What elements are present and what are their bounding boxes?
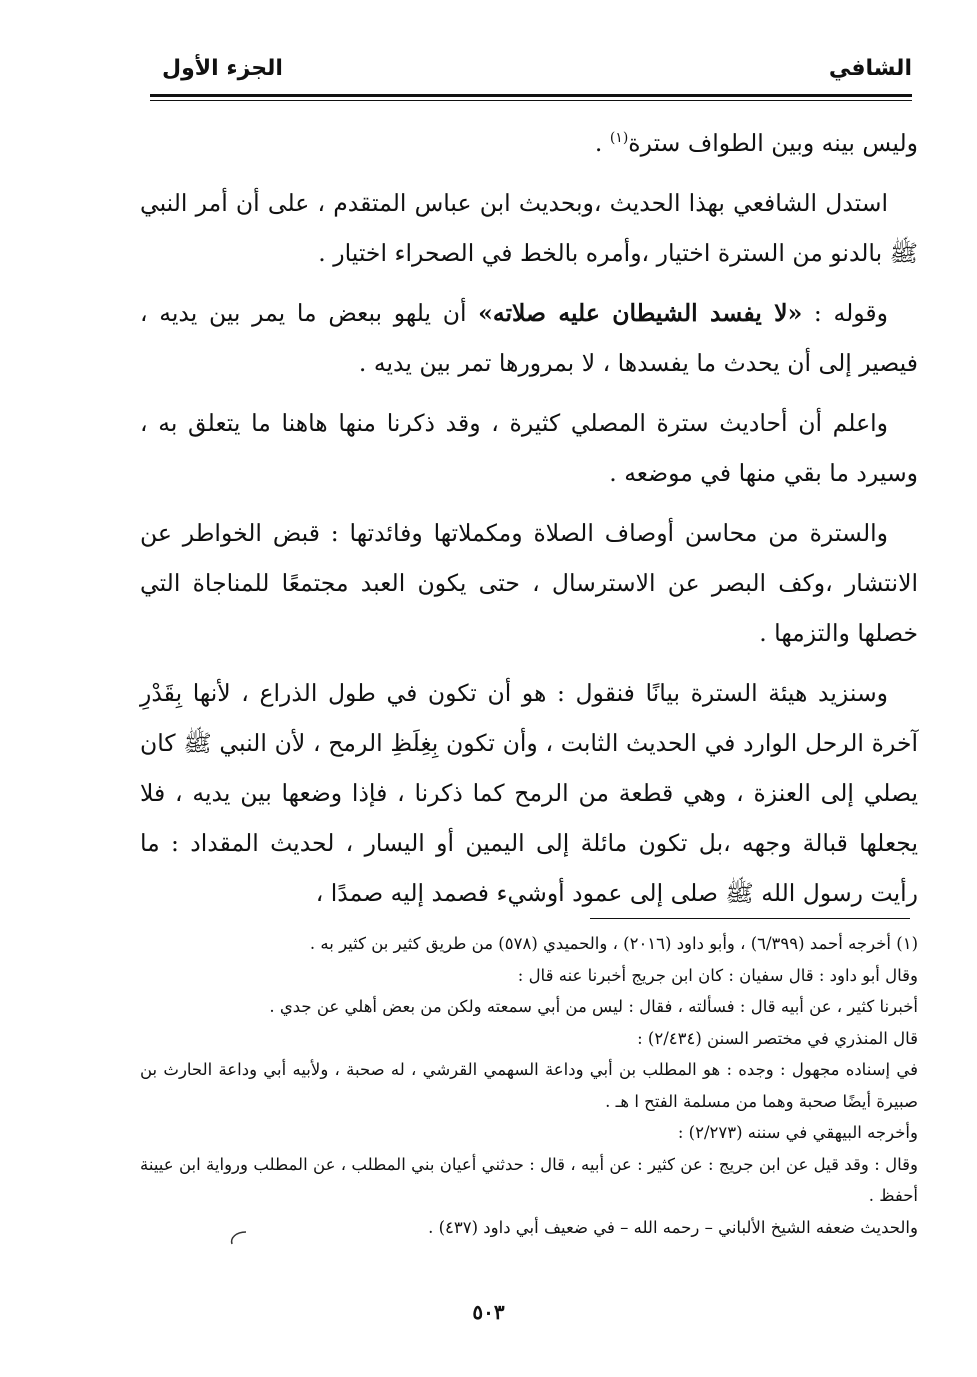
paragraph-1-end: . xyxy=(594,129,610,157)
paragraph-6: وسنزيد هيئة السترة بيانًا فنقول : هو أن تكون في طول الذراع ، لأنها بِقَدْرِ آخرة الرحل الوارد في الحديث الثابت ، وأن تكون بِغِلَظِ الرمح ، لأن النبي ﷺ كان يصلي إلى العنزة ، وهي قطعة من الرمح كما ذكرنا ، فإذا وضعها بين يديه ، فلا يجعلها قبالة وجهه ،بل تكون مائلة إلى اليمين أو اليسار ، لحديث المقداد : ما رأيت رسول الله ﷺ صلى إلى عمود أوشيء فصمد إليه صمدًا ، xyxy=(140,679,918,907)
footnote-line-2: وقال أبو داود : قال سفيان : كان ابن جريج أخبرنا عنه قال : xyxy=(517,965,918,985)
footnote-line-7: وقال : وقد قيل عن ابن جريج : عن كثير : عن أبيه ، قال : حدثني أعيان بني المطلب ، عن المطلب ورواية ابن عيينة أحفظ . xyxy=(140,1154,918,1205)
running-header xyxy=(150,48,912,92)
paragraph-3-before: وقوله : xyxy=(802,299,889,327)
hadith-quote: «لا يفسد الشيطان عليه صلاته» xyxy=(478,299,803,327)
footnote-separator xyxy=(590,918,910,919)
main-text xyxy=(140,118,918,928)
header-rule-thin xyxy=(150,100,912,101)
paragraph-1-text: وليس بينه وبين الطواف سترة xyxy=(628,129,918,157)
paragraph-5: والسترة من محاسن أوصاف الصلاة ومكملاتها وفائدتها : قبض الخواطر عن الانتشار ،وكف البصر عن الاسترسال ، حتى يكون العبد مجتمعًا للمناجاة التي خصلها والتزمها . xyxy=(140,519,918,647)
header-rule xyxy=(150,94,912,97)
footnote-line-6: وأخرجه البيهقي في سننه (٢/٢٧٣) : xyxy=(677,1123,918,1142)
footnotes xyxy=(140,928,918,1243)
page-number: ٥٠٣ xyxy=(472,1300,505,1324)
header-book-title: الشافي xyxy=(828,56,912,81)
footnote-ref-1: (١) xyxy=(609,130,629,147)
header-part-label: الجزء الأول xyxy=(162,56,283,81)
paragraph-2: استدل الشافعي بهذا الحديث ،وبحديث ابن عباس المتقدم ، على أن أمر النبي ﷺ بالدنو من السترة اختيار ،وأمره بالخط في الصحراء اختيار . xyxy=(140,189,918,267)
paragraph-1 xyxy=(140,118,918,168)
footnote-line-4: قال المنذري في مختصر السنن (٢/٤٣٤) : xyxy=(637,1028,918,1048)
footnote-line-3: أخبرنا كثير ، عن أبيه قال : فسألته ، فقال : ليس من أبي سمعته ولكن من بعض أهلي عن جدي . xyxy=(269,997,918,1016)
footnote-line-8: والحديث ضعفه الشيخ الألباني – رحمه الله – في ضعيف أبي داود (٤٣٧) . xyxy=(428,1217,918,1237)
paragraph-4: واعلم أن أحاديث سترة المصلي كثيرة ، وقد ذكرنا منها هاهنا ما يتعلق به ، وسيرد ما بقي منها في موضعه . xyxy=(140,409,918,487)
paragraph-3-after: أن يلهو ببعض ما يمر بين يديه ، فيصير إلى أن يحدث ما يفسدها ، لا بمرورها تمر بين يديه . xyxy=(140,299,918,377)
paragraph-3 xyxy=(140,288,918,388)
footnote-line-1: (١) أخرجه أحمد (٦/٣٩٩) ، وأبو داود (٢٠١٦) ، والحميدي (٥٧٨) من طريق كثير بن كثير به . xyxy=(309,934,918,953)
pen-mark-icon xyxy=(226,1226,256,1256)
footnote-line-5: في إسناده مجهول : وجده : هو المطلب بن أبي وداعة السهمي القرشي ، له صحبة ، ولأبيه أبي وداعة الحارث بن صبيرة أيضًا صحبة وهما من مسلمة الفتح ا هـ . xyxy=(140,1060,918,1111)
